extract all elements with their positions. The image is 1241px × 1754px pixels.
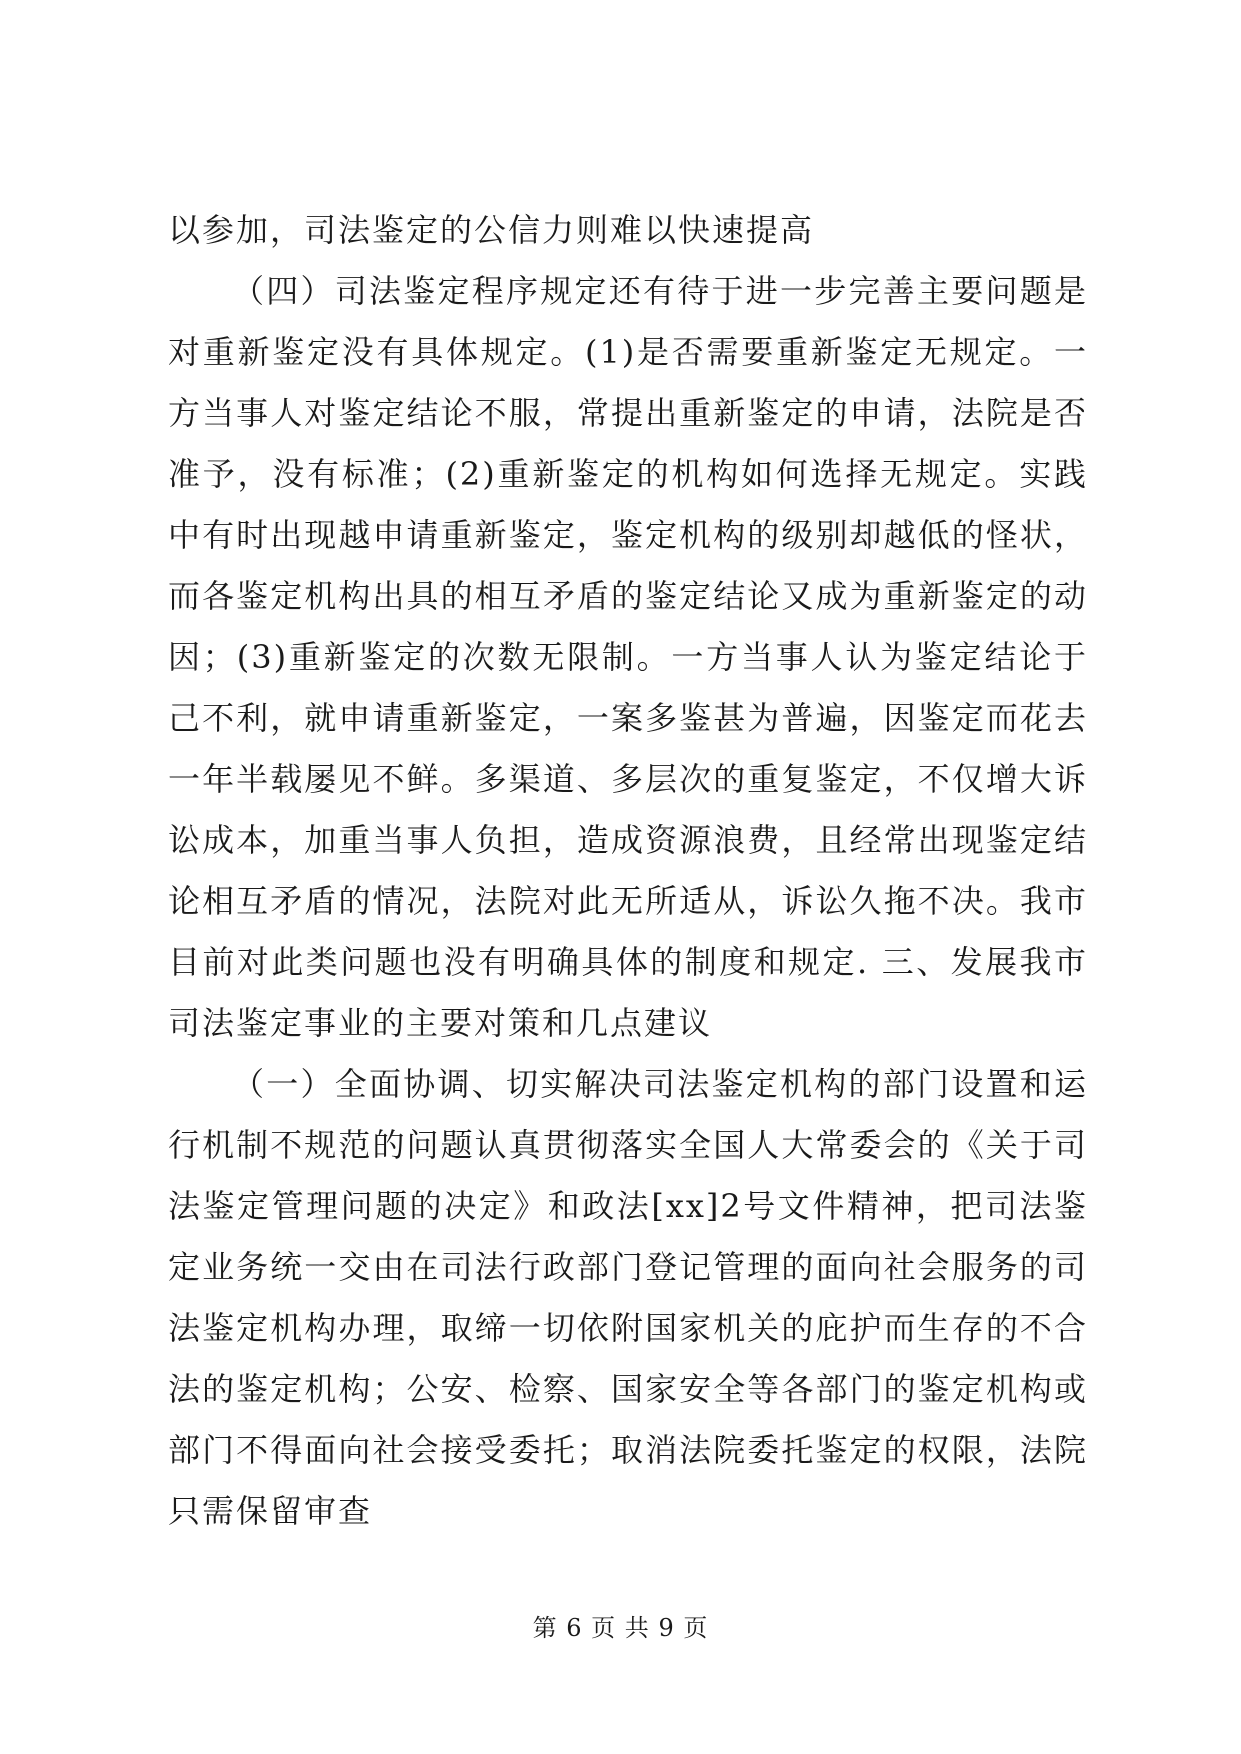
paragraph-3: （一）全面协调、切实解决司法鉴定机构的部门设置和运行机制不规范的问题认真贯彻落实全国人大常委会的《关于司法鉴定管理问题的决定》和政法[xx]2号文件精神，把司法鉴定业务统一交由在司法行政部门登记管理的面向社会服务的司法鉴定机构办理，取缔一切依附国家机关的庇护而生存的不合法的鉴定机构；公安、检察、国家安全等各部门的鉴定机构或部门不得面向社会接受委托；取消法院委托鉴定的权限，法院只需保留审查 [168, 1065, 1088, 1530]
document-body [168, 200, 1088, 1542]
paragraph-1: 以参加，司法鉴定的公信力则难以快速提高 [168, 211, 815, 249]
paragraph-2: （四）司法鉴定程序规定还有待于进一步完善主要问题是对重新鉴定没有具体规定。(1)是否需要重新鉴定无规定。一方当事人对鉴定结论不服，常提出重新鉴定的申请，法院是否准予，没有标准；(2)重新鉴定的机构如何选择无规定。实践中有时出现越申请重新鉴定，鉴定机构的级别却越低的怪状，而各鉴定机构出具的相互矛盾的鉴定结论又成为重新鉴定的动因；(3)重新鉴定的次数无限制。一方当事人认为鉴定结论于己不利，就申请重新鉴定，一案多鉴甚为普遍，因鉴定而花去一年半载屡见不鲜。多渠道、多层次的重复鉴定，不仅增大诉讼成本，加重当事人负担，造成资源浪费，且经常出现鉴定结论相互矛盾的情况，法院对此无所适从，诉讼久拖不决。我市目前对此类问题也没有明确具体的制度和规定. 三、发展我市司法鉴定事业的主要对策和几点建议 [168, 272, 1088, 1042]
page-number-footer: 第 6 页 共 9 页 [532, 1614, 709, 1642]
